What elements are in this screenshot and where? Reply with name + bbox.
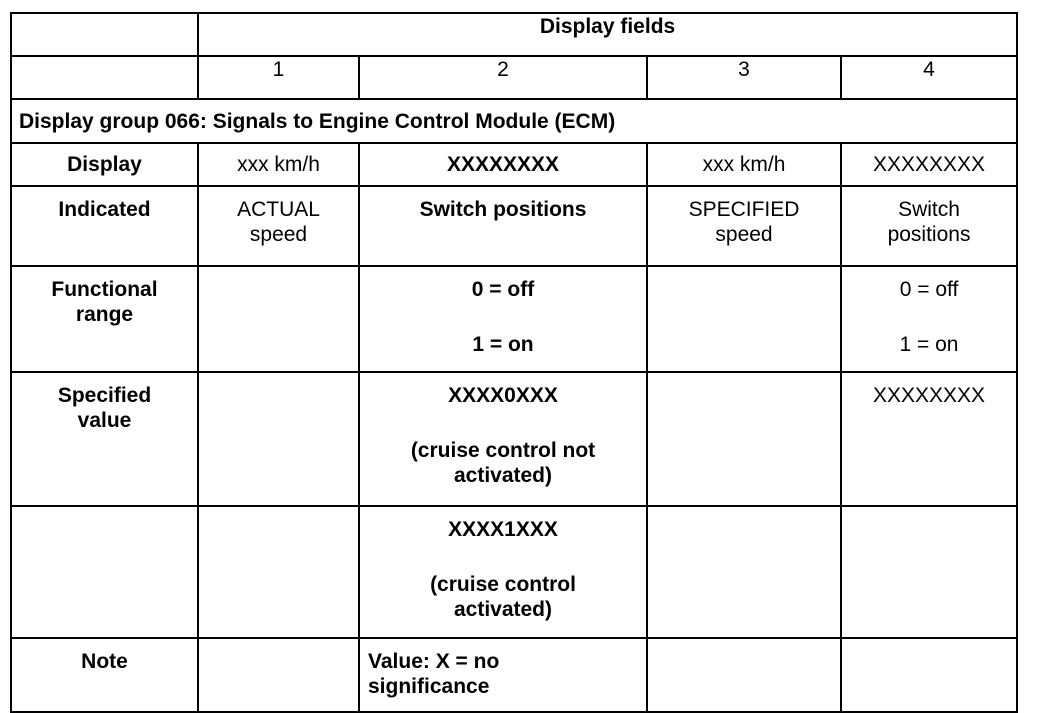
row-label-note: Note [11,638,198,712]
specified-value-2-field-3 [647,506,841,638]
row-label-specified-value [11,372,198,506]
header-corner-cell-2 [11,56,198,99]
indicated-field-1-line-2: speed [249,223,308,246]
table-row-functional-range [11,266,1017,372]
display-field-4: XXXXXXXX [841,143,1017,186]
indicated-field-3-line-1: SPECIFIED [688,198,800,221]
specified-value-field-2-value: XXXX0XXX [448,384,558,407]
group-title: Display group 066: Signals to Engine Control Module (ECM) [11,99,1017,143]
specified-value-2-label [11,506,198,638]
display-field-3: xxx km/h [647,143,841,186]
specified-value-2-field-2-value: XXXX1XXX [448,518,558,541]
specified-value-field-2 [359,372,647,506]
field-number-4: 4 [841,56,1017,99]
group-title-row [11,99,1017,143]
table-row-specified-value [11,372,1017,506]
header-corner-cell [11,13,198,56]
indicated-field-3 [647,186,841,266]
note-field-3 [647,638,841,712]
row-label-functional-range-line-1: Functional [51,278,158,301]
row-label-functional-range [11,266,198,372]
indicated-field-4 [841,186,1017,266]
row-label-specified-value-line-2: value [77,409,132,432]
note-field-2 [359,638,647,712]
specified-value-2-field-2-note-line-1: (cruise control [430,573,576,596]
specified-value-2-field-4 [841,506,1017,638]
table-row-specified-value-2 [11,506,1017,638]
note-field-4 [841,638,1017,712]
functional-range-field-4-off: 0 = off [899,278,959,301]
field-number-2: 2 [359,56,647,99]
indicated-field-1 [198,186,359,266]
indicated-field-2: Switch positions [359,186,647,266]
indicated-field-4-line-2: positions [887,223,971,246]
table-row-display [11,143,1017,186]
specified-value-field-4: XXXXXXXX [841,372,1017,506]
row-label-display: Display [11,143,198,186]
row-label-specified-value-line-1: Specified [57,384,152,407]
functional-range-field-2-off: 0 = off [471,278,535,301]
functional-range-field-2 [359,266,647,372]
display-group-table [10,12,1018,713]
indicated-field-4-line-1: Switch [898,198,960,221]
display-fields-header: Display fields [198,13,1017,56]
functional-range-field-4-on: 1 = on [899,333,959,356]
header-row-title [11,13,1017,56]
specified-value-2-field-1 [198,506,359,638]
field-number-1: 1 [198,56,359,99]
specified-value-field-1 [198,372,359,506]
table-row-note [11,638,1017,712]
display-field-1: xxx km/h [198,143,359,186]
specified-value-2-field-2 [359,506,647,638]
row-label-functional-range-line-2: range [75,303,134,326]
specified-value-2-field-2-note-line-2: activated) [453,598,553,621]
table-row-indicated [11,186,1017,266]
functional-range-field-3 [647,266,841,372]
functional-range-field-2-on: 1 = on [472,333,534,356]
field-number-3: 3 [647,56,841,99]
functional-range-field-4 [841,266,1017,372]
specified-value-field-2-note-line-2: activated) [453,464,553,487]
note-field-1 [198,638,359,712]
indicated-field-1-line-1: ACTUAL [237,198,320,221]
header-row-numbers [11,56,1017,99]
specified-value-field-3 [647,372,841,506]
note-field-2-line-2: significance [368,675,490,698]
display-field-2: XXXXXXXX [359,143,647,186]
specified-value-field-2-note-line-1: (cruise control not [410,439,596,462]
row-label-indicated: Indicated [11,186,198,266]
note-field-2-line-1: Value: X = no [368,650,500,673]
indicated-field-3-line-2: speed [715,223,773,246]
functional-range-field-1 [198,266,359,372]
